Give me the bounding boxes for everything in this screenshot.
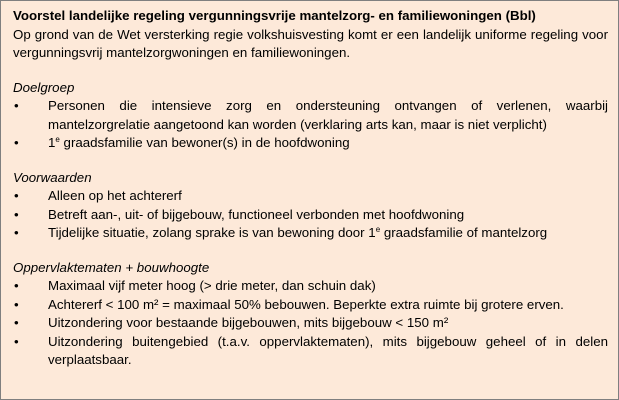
list-item-text-post: graadsfamilie van bewoner(s) in de hoofdwoning [59,135,350,150]
section-voorwaarden [13,169,608,243]
list-item [13,224,608,243]
intro-paragraph: Op grond van de Wet versterking regie volkshuisvesting komt er een landelijk uniforme regeling voor vergunningsvrij mantelzorgwoningen en familiewoningen. [13,26,608,60]
list-item [13,134,608,153]
list-item-text-pre: 1 [48,135,56,150]
list-item [13,206,608,225]
bullet-icon: • [14,333,19,349]
document-title: Voorstel landelijke regeling vergunningsvrije mantelzorg- en familiewoningen (Bbl) [13,8,536,23]
bullet-icon: • [14,188,19,203]
superscript: e [55,135,60,144]
section-heading: Voorwaarden [13,169,92,185]
list-item [13,314,608,333]
section-heading: Oppervlaktematen + bouwhoogte [13,259,210,275]
list-item-text: Uitzondering voor bestaande bijgebouwen, mits bijgebouw < 150 m² [48,315,449,330]
list-item-text-pre: Tijdelijke situatie, zolang sprake is van bewoning door 1 [48,225,376,240]
superscript: e [375,225,381,234]
bullet-icon: • [14,135,19,150]
list-item-text: Achtererf < 100 m² = maximaal 50% bebouwen. Beperkte extra ruimte bij grotere erven. [48,296,564,312]
bullet-icon: • [14,278,19,293]
list-item-text: Alleen op het achtererf [48,188,182,203]
bullet-list [13,97,608,153]
bullet-icon: • [14,206,19,222]
bullet-icon: • [14,296,19,312]
list-item-text-post: graadsfamilie of mantelzorg [380,225,548,240]
list-item-text: Maximaal vijf meter hoog (> drie meter, dan schuin dak) [48,278,376,293]
section-doelgroep [13,79,608,153]
section-oppervlaktematen [13,259,608,370]
bullet-list [13,277,608,370]
bullet-list [13,187,608,243]
bullet-icon: • [14,315,19,330]
list-item [13,333,608,370]
list-item [13,296,608,315]
list-item-text: Uitzondering buitengebied (t.a.v. oppervlaktematen), mits bijgebouw geheel of in delen verplaatsbaar. [48,333,608,367]
list-item-text: Betreft aan-, uit- of bijgebouw, functioneel verbonden met hoofdwoning [48,206,465,222]
section-heading: Doelgroep [13,79,75,95]
bullet-icon: • [14,98,19,113]
list-item-text: Personen die intensieve zorg en ondersteuning ontvangen of verlenen, waarbij mantelzorgrelatie aangetoond kan worden (verklaring arts kan, maar is niet verplicht) [48,98,608,132]
list-item [13,187,608,206]
list-item [13,97,608,134]
bullet-icon: • [14,225,19,240]
list-item [13,277,608,296]
